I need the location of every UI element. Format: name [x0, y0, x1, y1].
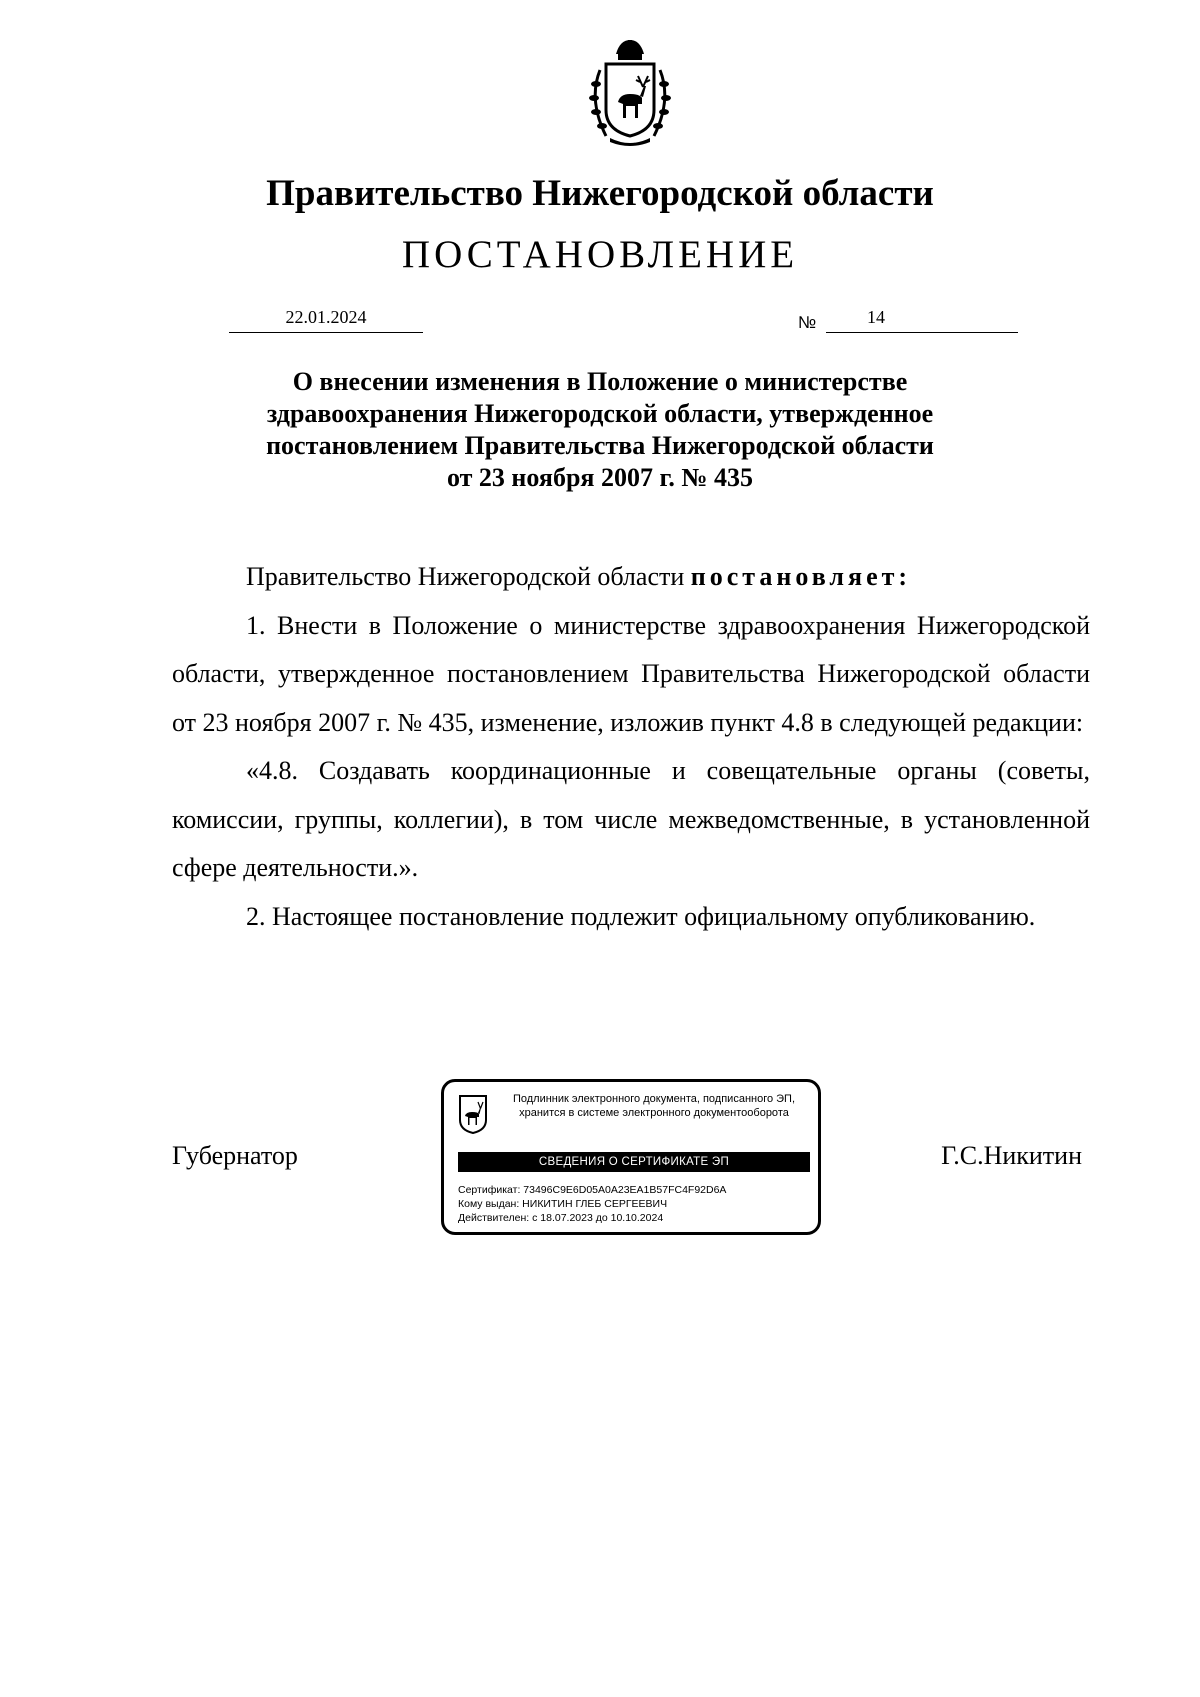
number-sign: №: [798, 313, 817, 332]
subject-line: О внесении изменения в Положение о министерстве: [292, 367, 908, 396]
certificate-owner: Кому выдан: НИКИТИН ГЛЕБ СЕРГЕЕВИЧ: [458, 1198, 668, 1210]
decree-verb: постановляет:: [690, 562, 912, 591]
electronic-signature-stamp: [441, 1079, 821, 1235]
stamp-header-line: Подлинник электронного документа, подписанного ЭП,: [512, 1093, 796, 1105]
decree-subject: [200, 366, 1000, 494]
subject-line: постановлением Правительства Нижегородской области: [266, 431, 934, 460]
intro-text: Правительство Нижегородской области: [246, 562, 685, 591]
deer-shield-icon: [458, 1094, 488, 1134]
decree-date: 22.01.2024: [285, 307, 367, 327]
intro-paragraph: [172, 553, 1090, 602]
government-title: Правительство Нижегородской области: [266, 173, 934, 214]
clause-4-8-text: «4.8. Создавать координационные и совещательные органы (советы, комиссии, группы, коллегии), в том числе межведомственные, в установленной сфере деятельности.».: [172, 756, 1090, 882]
certificate-validity: Действителен: с 18.07.2023 до 10.10.2024: [458, 1212, 664, 1224]
signatory-position: Губернатор: [172, 1141, 298, 1170]
certificate-serial: Сертификат: 73496C9E6D05A0A23EA1B57FC4F92D6A: [458, 1184, 727, 1196]
document-type-title: ПОСТАНОВЛЕНИЕ: [401, 233, 799, 276]
stamp-header: [496, 1092, 812, 1120]
coat-of-arms-icon: [576, 40, 684, 148]
decree-body: [172, 553, 1090, 941]
clause-1: 1. Внести в Положение о министерстве здравоохранения Нижегородской области, утвержденное постановлением Правительства Нижегородской области от 23 ноября 2007 г. № 435, изменение, изложив пункт 4.8 в следующей редакции:: [172, 610, 1090, 737]
certificate-info-bar: СВЕДЕНИЯ О СЕРТИФИКАТЕ ЭП: [458, 1152, 810, 1172]
signatory-name: Г.С.Никитин: [941, 1141, 1082, 1170]
certificate-details: [458, 1183, 810, 1225]
decree-number: 14: [867, 307, 885, 327]
subject-line: здравоохранения Нижегородской области, утвержденное: [266, 399, 934, 428]
stamp-header-line: хранится в системе электронного документооборота: [519, 1107, 789, 1119]
clause-2: 2. Настоящее постановление подлежит официальному опубликованию.: [246, 901, 1036, 931]
subject-line: от 23 ноября 2007 г. № 435: [446, 463, 753, 492]
